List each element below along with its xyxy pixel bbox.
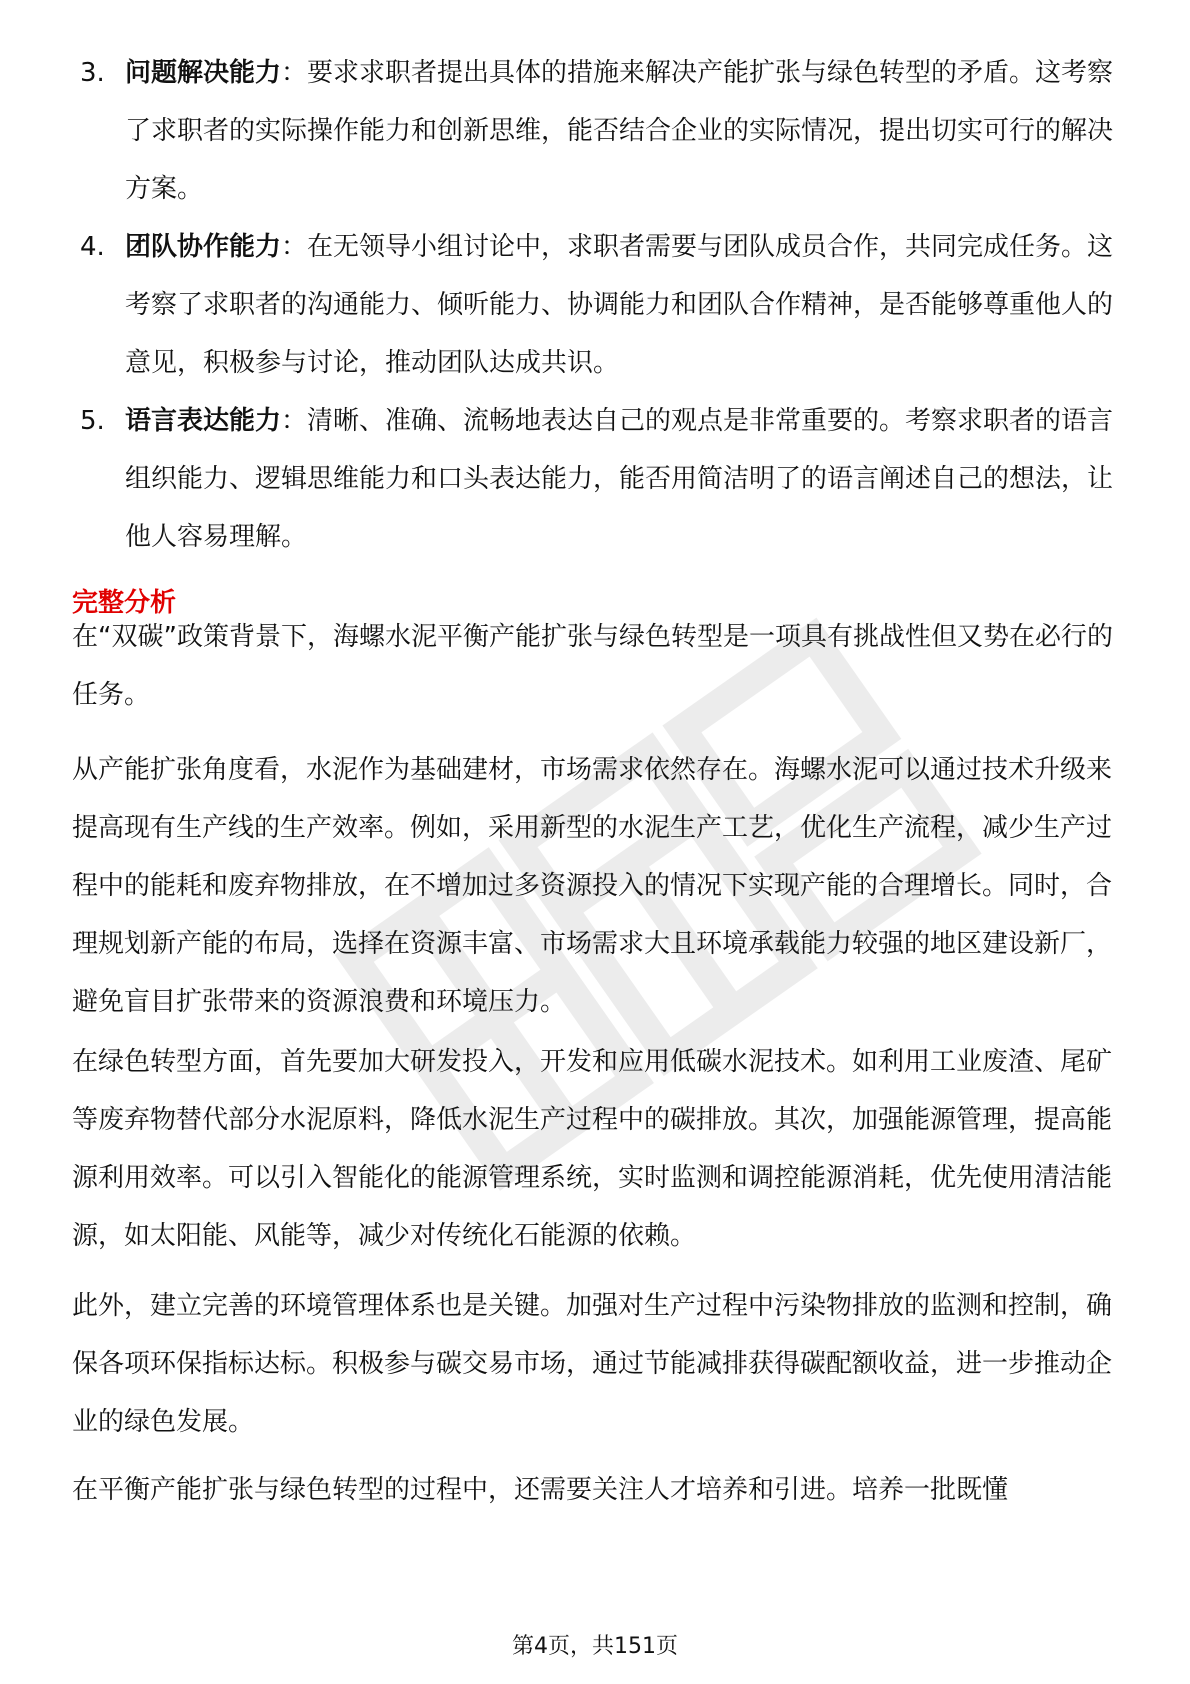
list-item (80, 392, 1130, 566)
list-item-number: 3. (80, 58, 105, 88)
list-item-term: 团队协作能力 (125, 232, 282, 262)
list-item-number: 4. (80, 232, 105, 262)
paragraph-intro: 在“双碳”政策背景下，海螺水泥平衡产能扩张与绿色转型是一项具有挑战性但又势在必行的任务。 (72, 622, 1113, 710)
list-item-text: ：在无领导小组讨论中，求职者需要与团队成员合作，共同完成任务。这考察了求职者的沟通能力、倾听能力、协调能力和团队合作精神，是否能够尊重他人的意见，积极参与讨论，推动团队达成共识。 (125, 232, 1114, 378)
list-item-text: ：清晰、准确、流畅地表达自己的观点是非常重要的。考察求职者的语言组织能力、逻辑思维能力和口头表达能力，能否用简洁明了的语言阐述自己的想法，让他人容易理解。 (125, 406, 1114, 552)
list-item-term: 语言表达能力 (125, 406, 282, 436)
page-footer: 第4页，共151页 (512, 1634, 678, 1659)
list-item-number: 5. (80, 406, 105, 436)
list-item (80, 218, 1130, 392)
paragraph-capacity: 从产能扩张角度看，水泥作为基础建材，市场需求依然存在。海螺水泥可以通过技术升级来提高现有生产线的生产效率。例如，采用新型的水泥生产工艺，优化生产流程，减少生产过程中的能耗和废弃物排放，在不增加过多资源投入的情况下实现产能的合理增长。同时，合理规划新产能的布局，选择在资源丰富、市场需求大且环境承载能力较强的地区建设新厂，避免盲目扩张带来的资源浪费和环境压力。 (72, 755, 1113, 1017)
paragraph-environment: 此外，建立完善的环境管理体系也是关键。加强对生产过程中污染物排放的监测和控制，确保各项环保指标达标。积极参与碳交易市场，通过节能减排获得碳配额收益，进一步推动企业的绿色发展。 (72, 1291, 1113, 1437)
list-item (80, 44, 1130, 218)
list-item-term: 问题解决能力 (125, 58, 282, 88)
ability-list (80, 44, 1130, 566)
paragraph-green: 在绿色转型方面，首先要加大研发投入，开发和应用低碳水泥技术。如利用工业废渣、尾矿等废弃物替代部分水泥原料，降低水泥生产过程中的碳排放。其次，加强能源管理，提高能源利用效率。可以引入智能化的能源管理系统，实时监测和调控能源消耗，优先使用清洁能源，如太阳能、风能等，减少对传统化石能源的依赖。 (72, 1047, 1113, 1251)
list-item-text: ：要求求职者提出具体的措施来解决产能扩张与绿色转型的矛盾。这考察了求职者的实际操作能力和创新思维，能否结合企业的实际情况，提出切实可行的解决方案。 (125, 58, 1114, 204)
section-title: 完整分析 (72, 588, 177, 618)
paragraph-talent: 在平衡产能扩张与绿色转型的过程中，还需要关注人才培养和引进。培养一批既懂 (72, 1475, 1009, 1505)
